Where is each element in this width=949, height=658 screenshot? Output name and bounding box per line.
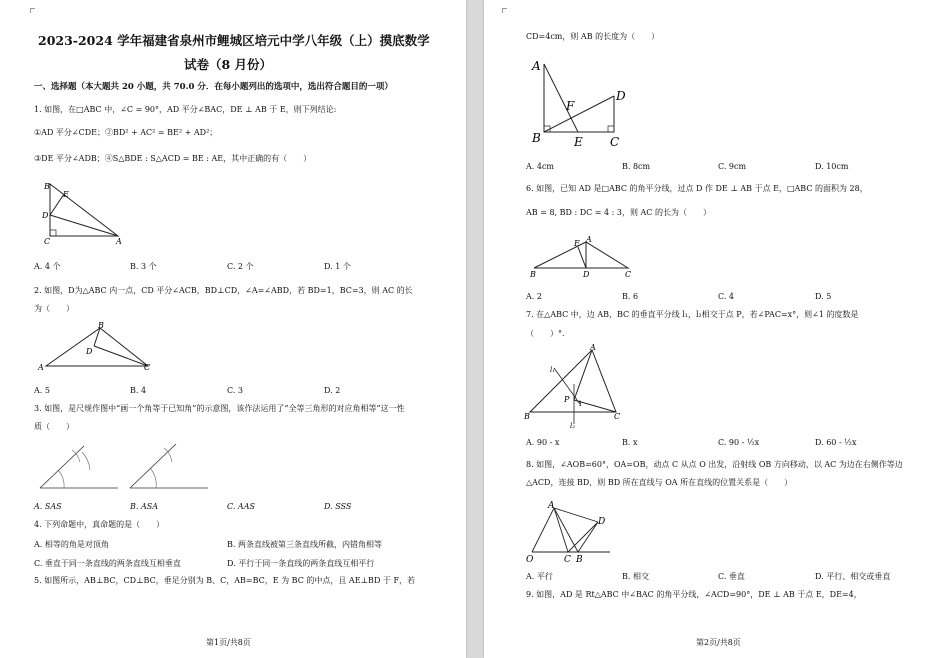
question-3-option[interactable]: A. SAS	[34, 502, 62, 511]
question-4-option[interactable]: B. 两条直线被第三条直线所截，内错角相等	[227, 540, 382, 549]
question-5-option[interactable]: A. 4cm	[526, 162, 555, 171]
point-label-c: C	[144, 363, 151, 372]
question-8-text: 8. 如图，∠AOB=60°，OA=OB，动点 C 从点 O 出发，沿射线 OB 方向移动，以 AC 为边在右侧作等边	[526, 460, 903, 469]
point-label-e: E	[574, 135, 583, 149]
point-label-a: A	[590, 343, 596, 352]
question-2-text: 2. 如图，D为△ABC 内一点，CD 平分∠ACB，BD⊥CD，∠A=∠ABD，若 BD=1，BC=3，则 AC 的长	[34, 286, 413, 295]
question-6-figure	[528, 232, 638, 280]
point-label-b: B	[44, 182, 50, 191]
question-2-option[interactable]: A. 5	[34, 386, 50, 395]
question-7-figure	[524, 344, 624, 428]
point-label-e: E	[574, 239, 580, 248]
point-label-a: A	[38, 363, 44, 372]
document-page-2	[484, 0, 949, 658]
point-label-d: D	[598, 517, 606, 527]
point-label-f: F	[566, 99, 575, 113]
question-3-text: 3. 如图，是尺规作图中“画一个角等于已知角”的示意图，该作法运用了“全等三角形的对应角相等”这一性	[34, 404, 405, 413]
point-label-a: A	[586, 235, 592, 244]
exam-title-line2: 试卷（8 月份）	[184, 57, 273, 72]
question-8-text: △ACD，连接 BD，则 BD 所在直线与 OA 所在直线的位置关系是（ ）	[526, 478, 793, 487]
point-label-e: E	[63, 190, 69, 199]
point-label-c: C	[614, 412, 621, 421]
question-1-text: ③DE 平分∠ADB；④S△BDE : S△ACD = BE : AE，其中正确的有（ ）	[34, 154, 312, 163]
point-label-c: C	[625, 270, 632, 279]
point-label-a: A	[548, 501, 555, 511]
question-5-option[interactable]: B. 8cm	[622, 162, 651, 171]
question-8-figure	[526, 498, 612, 564]
question-2-text: 为（ ）	[34, 304, 74, 313]
point-label-a: A	[116, 237, 122, 246]
question-7-option[interactable]: C. 90 - ½x	[718, 438, 760, 447]
point-label-b: B	[532, 131, 541, 145]
corner-mark	[502, 8, 507, 13]
point-label-o: O	[526, 555, 534, 565]
point-label-d: D	[42, 211, 49, 220]
point-label-b: B	[576, 555, 583, 565]
question-1-option[interactable]: B. 3 个	[130, 262, 157, 271]
question-7-option[interactable]: A. 90 - x	[526, 438, 560, 447]
angle-label-1: 1	[578, 400, 583, 408]
question-6-option[interactable]: C. 4	[718, 292, 735, 301]
question-1-option[interactable]: A. 4 个	[34, 262, 61, 271]
line-label-l2: l₂	[570, 422, 576, 430]
question-2-option[interactable]: C. 3	[227, 386, 244, 395]
corner-mark	[30, 8, 35, 13]
question-5-option[interactable]: C. 9cm	[718, 162, 747, 171]
question-1-text: 1. 如图，在□ABC 中，∠C = 90°，AD 平分∠BAC，DE ⊥ AB 于 E，则下列结论:	[34, 105, 337, 114]
question-3-figure-left	[38, 440, 120, 492]
point-label-d: D	[583, 270, 590, 279]
point-label-c: C	[564, 555, 571, 565]
question-5-figure	[528, 56, 636, 148]
question-3-option[interactable]: D. SSS	[324, 502, 352, 511]
point-label-a: A	[532, 59, 541, 73]
line-label-l1: l₁	[550, 366, 556, 374]
question-1-figure	[40, 180, 130, 248]
point-label-p: P	[564, 395, 570, 404]
question-7-option[interactable]: B. x	[622, 438, 638, 447]
point-label-d: D	[616, 89, 626, 103]
question-8-option[interactable]: B. 相交	[622, 572, 649, 581]
question-6-text: AB = 8, BD : DC = 4 : 3，则 AC 的长为（ ）	[526, 208, 711, 217]
question-3-option[interactable]: B. ASA	[130, 502, 158, 511]
question-2-option[interactable]: D. 2	[324, 386, 341, 395]
question-1-option[interactable]: C. 2 个	[227, 262, 254, 271]
point-label-b: B	[524, 412, 530, 421]
question-7-text: （ ）°．	[526, 329, 570, 338]
question-7-text: 7. 在△ABC 中，边 AB，BC 的垂直平分线 l₁，l₂相交于点 P，若∠PAC=x°，则∠1 的度数是	[526, 310, 859, 319]
question-3-figure-right	[128, 440, 210, 492]
question-4-option[interactable]: D. 平行于同一条直线的两条直线互相平行	[227, 559, 375, 568]
page-footer: 第2页/共8页	[696, 638, 741, 647]
question-2-figure	[38, 320, 158, 375]
question-5-text: CD=4cm，则 AB 的长度为（ ）	[526, 32, 660, 41]
point-label-b: B	[98, 321, 104, 330]
question-5-option[interactable]: D. 10cm	[815, 162, 849, 171]
question-9-text: 9. 如图，AD 是 Rt△ABC 中∠BAC 的角平分线，∠ACD=90°，DE ⊥ AB 于点 E，DE=4，	[526, 590, 862, 599]
document-page-1	[0, 0, 466, 658]
question-6-option[interactable]: B. 6	[622, 292, 639, 301]
exam-title-line1: 2023-2024 学年福建省泉州市鲤城区培元中学八年级（上）摸底数学	[38, 33, 430, 48]
question-4-option[interactable]: A. 相等的角是对顶角	[34, 540, 109, 549]
point-label-b: B	[530, 270, 536, 279]
question-1-text: ①AD 平分∠CDE；②BD² + AC² = BE² + AD²；	[34, 128, 218, 137]
point-label-c: C	[610, 135, 620, 149]
question-3-option[interactable]: C. AAS	[227, 502, 255, 511]
section-heading: 一、选择题（本大题共 20 小题，共 70.0 分．在每小题列出的选项中，选出符合题目的一项）	[34, 82, 393, 92]
question-3-text: 质（ ）	[34, 422, 74, 431]
page-footer: 第1页/共8页	[206, 638, 251, 647]
question-4-option[interactable]: C. 垂直于同一条直线的两条直线互相垂直	[34, 559, 181, 568]
question-4-text: 4. 下列命题中，真命题的是（ ）	[34, 520, 165, 529]
question-8-option[interactable]: A. 平行	[526, 572, 553, 581]
question-1-option[interactable]: D. 1 个	[324, 262, 351, 271]
question-2-option[interactable]: B. 4	[130, 386, 147, 395]
point-label-d: D	[86, 347, 93, 356]
question-6-text: 6. 如图，已知 AD 是□ABC 的角平分线，过点 D 作 DE ⊥ AB 于点 E，□ABC 的面积为 28，	[526, 184, 868, 193]
question-5-text: 5. 如图所示，AB⊥BC，CD⊥BC，垂足分别为 B、C，AB=BC，E 为 BC 的中点，且 AE⊥BD 于 F，若	[34, 576, 415, 585]
question-7-option[interactable]: D. 60 - ½x	[815, 438, 857, 447]
question-6-option[interactable]: A. 2	[526, 292, 542, 301]
question-6-option[interactable]: D. 5	[815, 292, 832, 301]
question-8-option[interactable]: D. 平行、相交或垂直	[815, 572, 891, 581]
point-label-c: C	[44, 237, 51, 246]
question-8-option[interactable]: C. 垂直	[718, 572, 745, 581]
